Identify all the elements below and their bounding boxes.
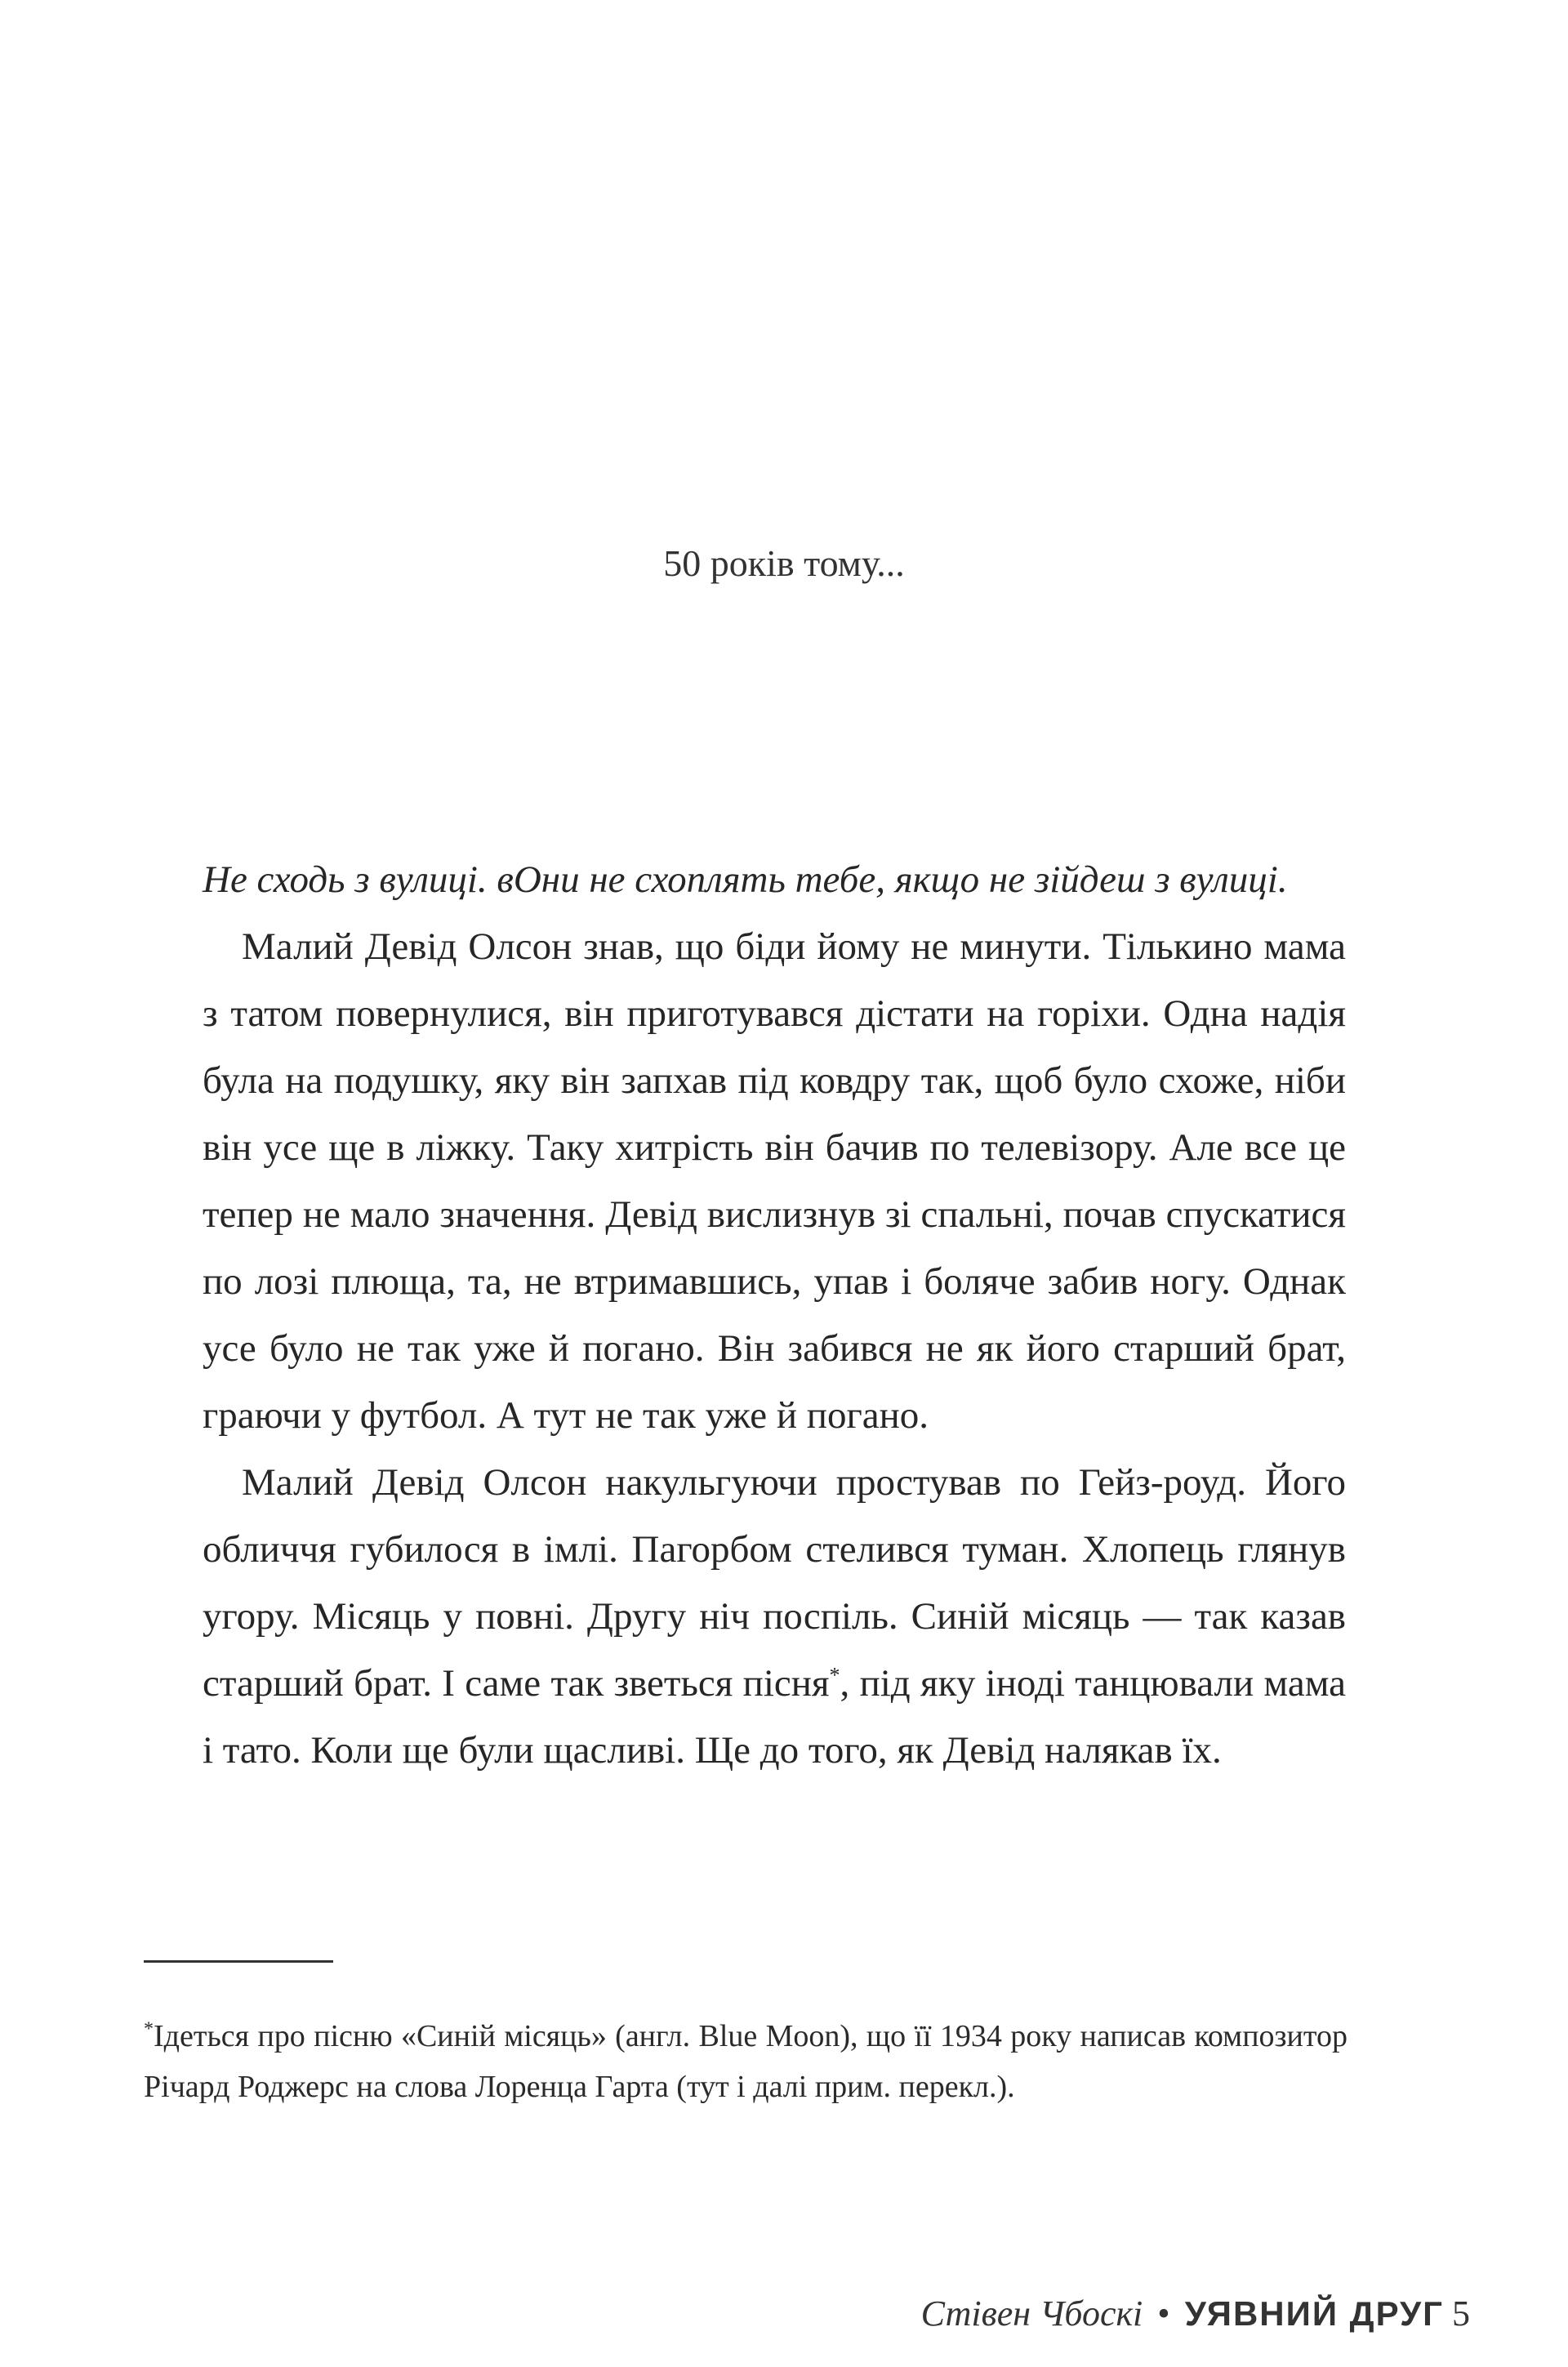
main-text [203,846,1346,1784]
footnote [144,2011,1348,2112]
footnote-divider [144,1960,333,1963]
footer-separator: • [1157,2293,1170,2334]
footnote-reference: * [829,1663,840,1687]
footnote-marker: * [144,2018,154,2040]
footer-author: Стівен Чбоскі [920,2293,1143,2334]
footnote-text: Ідеться про пісню «Синій місяць» (англ. Blue Moon), що її 1934 року написав композитор Річард Роджерс на слова Лоренца Гарта (тут і далі прим. перекл.). [144,2019,1348,2104]
paragraph-2 [203,1449,1346,1784]
paragraph-2-text: Малий Девід Олсон накульгуючи простував по Гейз-роуд. Його обличчя губилося в імлі. Пагорбом стелився туман. Хлопець глянув угору. Місяць у повні. Другу ніч поспіль. Синій місяць — так казав старший брат. І саме так зветься пісня [203,1461,1346,1705]
paragraph-2-continued: , під яку іноді танцювали мама і тато. Коли ще були щасливі. Ще до того, як Девід налякав їх. [203,1662,1346,1772]
running-footer [921,2291,1470,2337]
opening-italic-paragraph: Не сходь з вулиці. вОни не схоплять тебе, якщо не зійдеш з вулиці. [203,858,1288,901]
page-number: 5 [1452,2293,1470,2334]
paragraph-1: Малий Девід Олсон знав, що біди йому не минути. Тількино мама з татом повернулися, він приготувався дістати на горіхи. Одна надія була на подушку, яку він запхав під ковдру так, щоб було схоже, ніби він усе ще в ліжку. Таку хитрість він бачив по телевізору. Але все це тепер не мало значення. Девід вислизнув зі спальні, почав спускатися по лозі плюща, та, не втримавшись, упав і боляче забив ногу. Однак усе було не так уже й погано. Він забився не як його старший брат, граючи у футбол. А тут не так уже й погано. [203,925,1346,1437]
chapter-heading: 50 років тому... [663,542,905,584]
footer-book-title: УЯВНИЙ ДРУГ [1184,2294,1444,2333]
